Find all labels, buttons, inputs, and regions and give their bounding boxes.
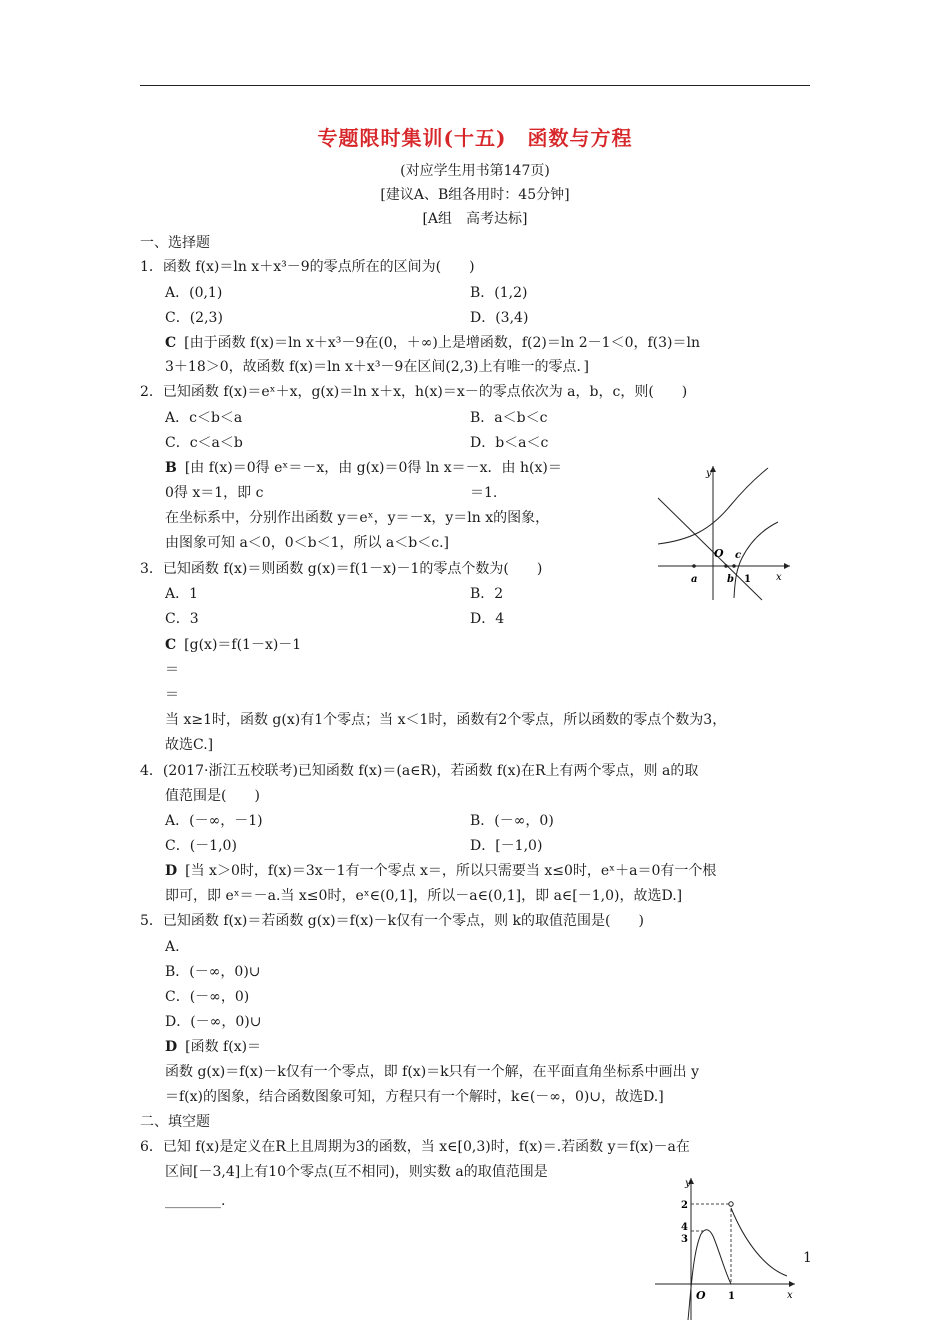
q1-option-a: A．(0,1) xyxy=(165,285,223,301)
q6-answer-blank: ________. xyxy=(165,1193,226,1209)
q3-answer-line2: 当 x≥1时，函数 g(x)有1个零点；当 x＜1时，函数有2个零点，所以函数的零点个数为3， xyxy=(165,712,727,728)
q2-point-b xyxy=(724,564,728,568)
q2-point-a xyxy=(692,564,696,568)
q4-option-a: A．(－∞，－1) xyxy=(165,813,263,829)
q5-answer-text1: [函数 f(x)＝ xyxy=(185,1039,262,1055)
q3-answer-letter: C xyxy=(165,637,177,653)
q6-label-one: 1 xyxy=(728,1291,735,1302)
q4-option-b: B．(－∞，0) xyxy=(470,813,554,829)
q5-option-c: C．(－∞，0) xyxy=(165,989,250,1005)
section-heading-fill: 二、填空题 xyxy=(140,1114,210,1130)
top-rule xyxy=(140,85,810,86)
q3-equals-1: ＝ xyxy=(165,662,179,678)
q2-label-b: b xyxy=(727,574,734,585)
q2-label-y: y xyxy=(706,468,712,479)
q2-option-b: B．a＜b＜c xyxy=(470,410,548,426)
q6-label-y: y xyxy=(685,1178,691,1189)
q6-label-origin: O xyxy=(696,1289,706,1302)
q6-curve-left xyxy=(688,1230,731,1320)
q6-stem-line2: 区间[－3,4]上有10个零点(互不相同)，则实数 a的取值范围是 xyxy=(165,1164,548,1180)
q4-answer-line1 xyxy=(165,862,716,880)
q1-answer-letter: C xyxy=(165,335,177,351)
q3-answer-text1: [g(x)＝f(1－x)－1 xyxy=(184,637,302,653)
q2-option-d: D．b＜a＜c xyxy=(470,435,549,451)
q2-stem: 2．已知函数 f(x)＝eˣ＋x，g(x)＝ln x＋x，h(x)＝x－的零点依次为 a，b，c，则( ) xyxy=(140,384,688,400)
q4-stem-line1: 4．(2017·浙江五校联考)已知函数 f(x)＝(a∈R)，若函数 f(x)在R上有两个零点，则 a的取 xyxy=(140,763,699,779)
q1-answer-line2: 3＋18＞0，故函数 f(x)＝ln x＋x³－9在区间(2,3)上有唯一的零点．] xyxy=(165,359,589,375)
q6-x-arrow-icon xyxy=(789,1281,795,1287)
q5-option-d: D．(－∞，0)∪ xyxy=(165,1014,262,1030)
q2-label-origin: O xyxy=(714,547,724,560)
q3-answer-line1 xyxy=(165,636,301,654)
section-heading-choice: 一、选择题 xyxy=(140,235,210,251)
q2-label-a: a xyxy=(691,574,698,585)
q2-point-c xyxy=(732,564,736,568)
q6-graph-figure xyxy=(655,1172,800,1322)
q6-label-four: 4 xyxy=(681,1222,688,1233)
q1-stem: 1．函数 f(x)＝ln x＋x³－9的零点所在的区间为( ) xyxy=(140,259,475,275)
q3-equals-2: ＝ xyxy=(165,687,179,703)
q5-answer-line1 xyxy=(165,1038,261,1056)
q2-answer-line3: 在坐标系中，分别作出函数 y＝eˣ，y＝－x，y＝ln x的图象， xyxy=(165,510,550,526)
q1-option-b: B．(1,2) xyxy=(470,285,528,301)
subtitle-time: [建议A、B组各用时：45分钟] xyxy=(380,187,570,203)
q5-answer-line2: 函数 g(x)＝f(x)－k仅有一个零点，即 f(x)＝k只有一个解，在平面直角坐标系中画出 y xyxy=(165,1064,700,1080)
q6-label-three: 3 xyxy=(681,1234,688,1245)
subtitle-group: [A组 高考达标] xyxy=(422,211,528,227)
q2-graph-figure xyxy=(650,460,795,602)
q6-open-point xyxy=(729,1202,733,1206)
subtitle-reference: (对应学生用书第147页) xyxy=(400,163,550,179)
q4-stem-line2: 值范围是( ) xyxy=(165,788,260,804)
q2-option-a: A．c＜b＜a xyxy=(165,410,243,426)
q4-option-d: D．[－1,0) xyxy=(470,838,543,854)
q6-label-x: x xyxy=(787,1290,793,1301)
q3-option-d: D．4 xyxy=(470,611,505,627)
q5-answer-line3: ＝f(x)的图象，结合函数图象可知，方程只有一个解时，k∈(－∞，0)∪，故选D.] xyxy=(165,1089,664,1105)
page-number: 1 xyxy=(803,1250,812,1266)
q2-label-x: x xyxy=(776,572,782,583)
q4-option-c: C．(－1,0) xyxy=(165,838,237,854)
q5-option-a: A. xyxy=(165,939,180,955)
q1-answer-line1 xyxy=(165,334,700,352)
q6-label-two: 2 xyxy=(681,1200,688,1211)
q2-answer-line2a: 0得 x＝1，即 c xyxy=(165,485,264,501)
q3-stem: 3．已知函数 f(x)＝则函数 g(x)＝f(1－x)－1的零点个数为( ) xyxy=(140,561,543,577)
q2-label-c: c xyxy=(735,550,742,561)
q3-option-b: B．2 xyxy=(470,586,504,602)
q3-option-a: A．1 xyxy=(165,586,199,602)
q2-answer-line1 xyxy=(165,459,562,477)
q2-answer-text1: [由 f(x)＝0得 eˣ＝－x，由 g(x)＝0得 ln x＝－x．由 h(x)＝ xyxy=(184,460,562,476)
q2-label-one: 1 xyxy=(744,574,751,585)
q2-answer-line4: 由图象可知 a＜0，0＜b＜1，所以 a＜b＜c.] xyxy=(165,535,449,551)
q5-answer-letter: D xyxy=(165,1039,178,1055)
q4-answer-letter: D xyxy=(165,863,178,879)
q5-option-b: B．(－∞，0)∪ xyxy=(165,964,261,980)
q6-curve-right xyxy=(731,1208,787,1276)
q1-option-d: D．(3,4) xyxy=(470,310,529,326)
q5-stem: 5．已知函数 f(x)＝若函数 g(x)＝f(x)－k仅有一个零点，则 k的取值范围是( ) xyxy=(140,913,644,929)
q3-option-c: C．3 xyxy=(165,611,199,627)
q3-answer-line3: 故选C.] xyxy=(165,737,214,753)
q4-answer-text1: [当 x＞0时，f(x)＝3x－1有一个零点 x＝，所以只需要当 x≤0时，eˣ＋a＝0有一个根 xyxy=(185,863,717,879)
q1-answer-text1: [由于函数 f(x)＝ln x＋x³－9在(0，＋∞)上是增函数，f(2)＝ln 2－1＜0，f(3)＝ln xyxy=(184,335,701,351)
q2-answer-line2b: ＝1. xyxy=(470,485,498,501)
page-title: 专题限时集训(十五) 函数与方程 xyxy=(317,126,633,150)
q4-answer-line2: 即可，即 eˣ＝－a.当 x≤0时，eˣ∈(0,1]，所以－a∈(0,1]，即 a∈[－1,0)，故选D.] xyxy=(165,888,683,904)
q2-option-c: C．c＜a＜b xyxy=(165,435,243,451)
q2-x-arrow-icon xyxy=(784,563,790,569)
q2-answer-letter: B xyxy=(165,460,177,476)
q1-option-c: C．(2,3) xyxy=(165,310,223,326)
q6-stem-line1: 6．已知 f(x)是定义在R上且周期为3的函数，当 x∈[0,3)时，f(x)＝.若函数 y＝f(x)－a在 xyxy=(140,1139,690,1155)
